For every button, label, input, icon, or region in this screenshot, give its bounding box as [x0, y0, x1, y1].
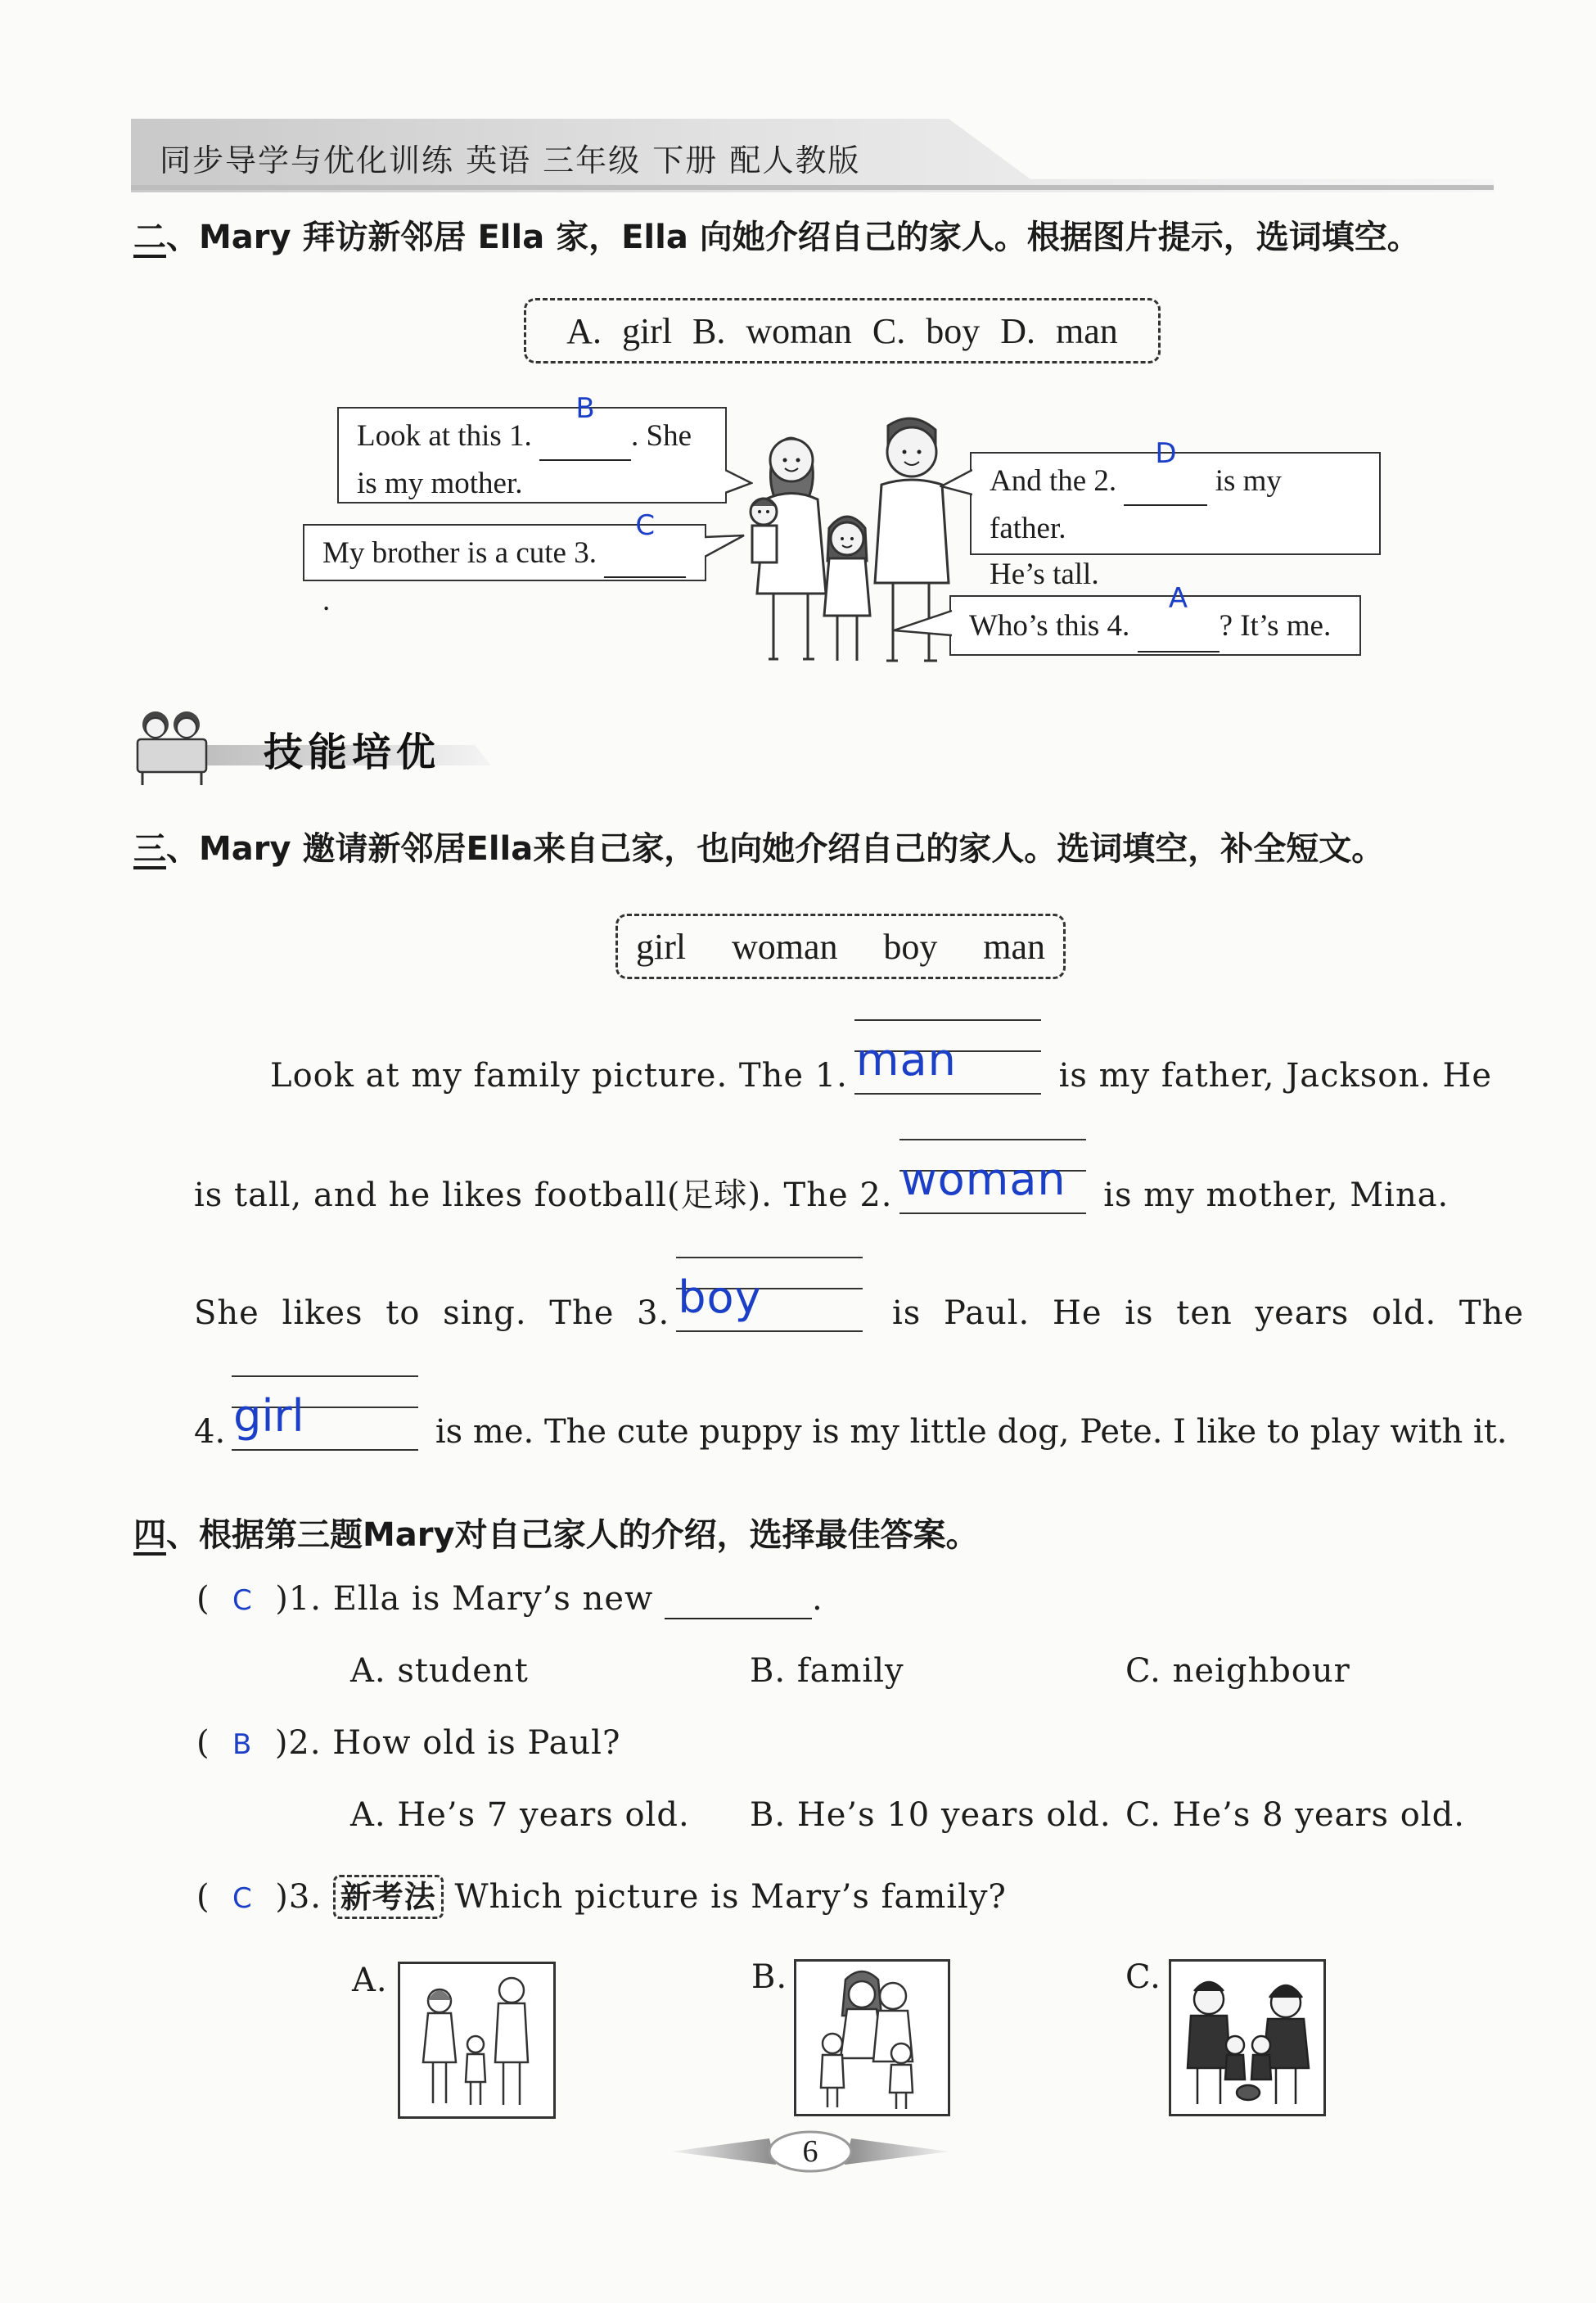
bubble1-blank: [539, 392, 631, 461]
question-2-option-c: C. He’s 8 years old.: [1125, 1796, 1465, 1834]
bubble4-tail: [892, 607, 953, 643]
pic-label-b: B.: [751, 1958, 788, 1996]
family-c-icon: [1171, 1962, 1323, 2114]
passage-line-1: [270, 1034, 1493, 1095]
section3-option-3: boy: [883, 927, 938, 967]
section4-number: 四: [133, 1516, 166, 1554]
section2-number: 二: [133, 219, 166, 256]
question-3: ( C )3. 新考法 Which picture is Mary’s family?: [196, 1875, 1007, 1919]
section3-option-1: girl: [636, 927, 687, 967]
passage-line4-pre: 4.: [194, 1413, 226, 1451]
section2-title: [133, 211, 1420, 258]
question-2: ( B )2. How old is Paul?: [196, 1724, 621, 1762]
section2-options-box: [524, 298, 1161, 364]
question-1-answer: C: [232, 1584, 253, 1617]
section3-title: [133, 823, 1384, 869]
passage-answer-4: girl: [233, 1390, 304, 1442]
bubble2-post: is my father.: [990, 464, 1282, 545]
bubble2-tail: [940, 467, 972, 499]
bubble4-answer: A: [1168, 582, 1188, 615]
pic-label-c: C.: [1125, 1958, 1161, 1996]
bubble1-post: . She: [631, 419, 692, 453]
picture-option-c: [1169, 1959, 1326, 2116]
passage-line-3: [194, 1271, 1525, 1332]
passage-answer-1: man: [855, 1034, 957, 1086]
question-2-option-b: B. He’s 10 years old.: [750, 1796, 1111, 1834]
passage-answer-2: woman: [900, 1154, 1066, 1205]
passage-line3-pre: She likes to sing. The 3.: [194, 1294, 670, 1332]
picture-option-a: [398, 1962, 556, 2119]
question-1-blank: [665, 1580, 812, 1619]
question-2-option-a: A. He’s 7 years old.: [350, 1796, 690, 1834]
question-1-option-c: C. neighbour: [1125, 1652, 1350, 1690]
bubble4-pre: Who’s this 4.: [969, 609, 1130, 643]
question-2-text: )2. How old is Paul?: [274, 1724, 621, 1762]
section3-option-2: woman: [731, 927, 838, 967]
bubble3-post: .: [322, 584, 331, 617]
section3-option-4: man: [983, 927, 1045, 967]
bubble3-tail: [705, 532, 746, 565]
bubble1-answer: B: [575, 392, 595, 425]
question-1-tail: .: [811, 1580, 823, 1618]
new-method-badge: 新考法: [333, 1875, 444, 1919]
passage-blank-1: [854, 1034, 1041, 1095]
question-3-text: Which picture is Mary’s family?: [454, 1878, 1007, 1916]
question-3-answer: C: [232, 1882, 253, 1915]
section3-options-box: [615, 914, 1066, 979]
bubble2-answer: D: [1155, 437, 1177, 470]
pic-label-a: A.: [352, 1962, 388, 1999]
passage-blank-2: [899, 1154, 1086, 1214]
passage-line2-pre: is tall, and he likes football(足球). The 2.: [194, 1176, 893, 1214]
bubble2-blank: [1124, 437, 1207, 506]
question-1-option-b: B. family: [750, 1652, 904, 1690]
section3-number: 三: [133, 830, 166, 868]
section3-title-text: 、Mary 邀请新邻居Ella来自己家，也向她介绍自己的家人。选词填空，补全短文。: [166, 830, 1385, 868]
passage-line-2: [194, 1154, 1449, 1216]
speech-bubble-4: [949, 582, 1361, 656]
passage-line1-post: is my father, Jackson. He: [1058, 1057, 1493, 1095]
bubble2-line2: He’s tall.: [990, 558, 1099, 591]
bubble1-pre: Look at this 1.: [357, 419, 532, 453]
bubble1-tail: [725, 468, 753, 498]
passage-blank-4: [232, 1390, 418, 1451]
question-2-answer: B: [232, 1728, 253, 1761]
family-a-icon: [400, 1964, 553, 2116]
question-1-option-a: A. student: [350, 1652, 529, 1690]
family-b-icon: [796, 1962, 948, 2114]
skills-banner-title: 技能培优: [264, 729, 441, 775]
passage-line2-post: is my mother, Mina.: [1103, 1176, 1449, 1214]
picture-option-b: [794, 1959, 950, 2116]
passage-line-4: [194, 1390, 1508, 1451]
bubble3-answer: C: [635, 509, 656, 542]
section4-title-text: 、根据第三题Mary对自己家人的介绍，选择最佳答案。: [166, 1516, 979, 1554]
speech-bubble-3: [303, 509, 706, 617]
header-rule: [131, 185, 1494, 190]
question-1: ( C )1. Ella is Mary’s new .: [196, 1580, 823, 1618]
passage-line1-pre: Look at my family picture. The 1.: [270, 1057, 848, 1095]
section4-title: [133, 1509, 979, 1556]
speech-bubble-1: [337, 392, 727, 503]
header-title: 同步导学与优化训练 英语 三年级 下册 配人教版: [160, 142, 861, 178]
passage-blank-3: [676, 1271, 863, 1332]
passage-line4-post: is me. The cute puppy is my little dog, Pete. I like to play with it.: [435, 1413, 1508, 1451]
bubble4-post: ? It’s me.: [1219, 609, 1332, 643]
passage-line3-post: is Paul. He is ten years old. The: [892, 1294, 1525, 1332]
speech-bubble-2: [970, 437, 1381, 591]
bubble2-pre: And the 2.: [990, 464, 1117, 498]
question-1-text: )1. Ella is Mary’s new: [275, 1580, 654, 1618]
page-number: 6: [802, 2134, 818, 2169]
bubble1-line2: is my mother.: [357, 467, 523, 500]
bubble4-blank: [1138, 582, 1220, 653]
bubble3-blank: [604, 509, 686, 578]
section2-title-text: 、Mary 拜访新邻居 Ella 家，Ella 向她介绍自己的家人。根据图片提示，选词填空。: [166, 219, 1420, 256]
section2-options: A. girl B. woman C. boy D. man: [566, 311, 1118, 351]
bubble3-pre: My brother is a cute 3.: [322, 536, 597, 570]
passage-answer-3: boy: [678, 1271, 762, 1323]
